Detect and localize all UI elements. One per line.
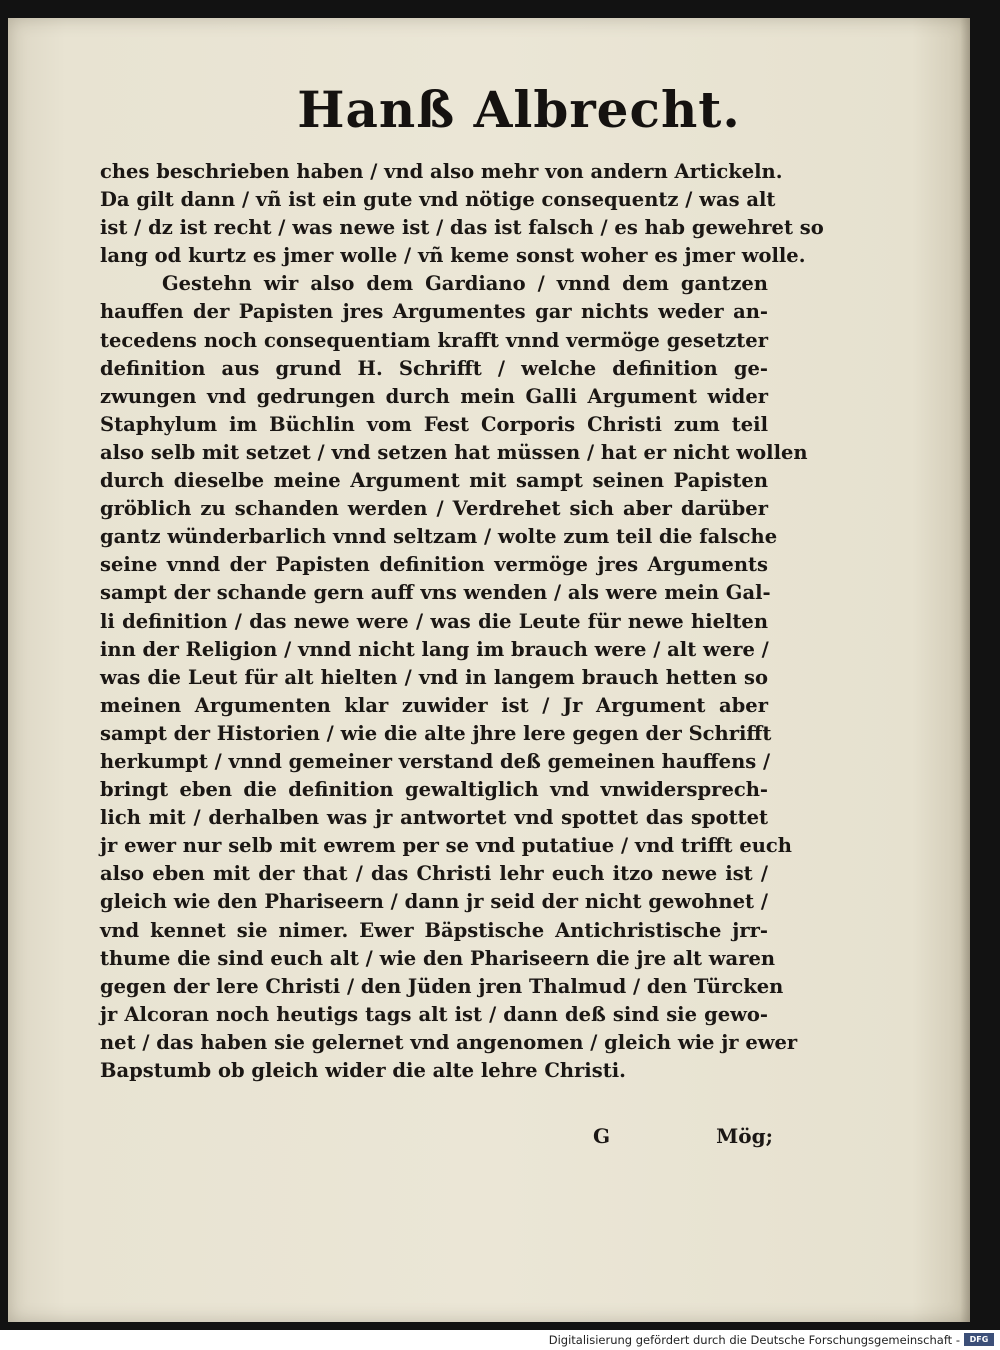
text-line: hauffen der Papisten jres Argumentes gar nichts weder an- [100,300,768,324]
text-line: gegen der lere Christi / den Jüden jren Thalmud / den Türcken [100,974,784,998]
text-line: definition aus grund H. Schrifft / welche definition ge- [100,356,768,380]
text-line: bringt eben die definition gewaltiglich vnd vnwidersprech- [100,778,768,802]
text-line: jr ewer nur selb mit ewrem per se vnd putatiue / vnd trifft euch [100,834,792,858]
text-line: ist / dz ist recht / was newe ist / das ist falsch / es hab gewehret so [100,216,824,240]
text-line: inn der Religion / vnnd nicht lang im brauch were / alt were / [100,637,769,661]
text-line: Staphylum im Büchlin vom Fest Corporis Christi zum teil [100,412,768,436]
funding-credit: Digitalisierung gefördert durch die Deutsche Forschungsgemeinschaft - [548,1333,960,1347]
footer-bar [0,1330,1000,1350]
text-line: Da gilt dann / vñ ist ein gute vnd nötige consequentz / was alt [100,188,776,212]
text-line: gröblich zu schanden werden / Verdrehet sich aber darüber [100,497,768,521]
text-line: durch dieselbe meine Argument mit sampt seinen Papisten [100,469,768,493]
text-line: herkumpt / vnnd gemeiner verstand deß gemeinen hauffens / [100,749,771,773]
text-line: gleich wie den Phariseern / dann jr seid der nicht gewohnet / [100,890,768,914]
text-line: gantz wünderbarlich vnnd seltzam / wolte zum teil die falsche [100,525,778,549]
text-line: also selb mit setzet / vnd setzen hat müssen / hat er nicht wollen [100,440,808,464]
text-line: ches beschrieben haben / vnd also mehr von andern Artickeln. [100,160,783,183]
text-line: net / das haben sie gelernet vnd angenomen / gleich wie jr ewer [100,1030,798,1054]
dfg-logo: DFG [964,1333,994,1346]
text-line: jr Alcoran noch heutigs tags alt ist / dann deß sind sie gewo- [100,1002,768,1026]
text-line: was die Leut für alt hielten / vnd in langem brauch hetten so [100,665,768,689]
page-edge-shadow [960,18,970,1322]
text-line: meinen Argumenten klar zuwider ist / Jr Argument aber [100,693,768,717]
book-page [8,18,970,1322]
text-line: lich mit / derhalben was jr antwortet vnd spottet das spottet [100,806,768,830]
text-line: Gestehn wir also dem Gardiano / vnnd dem gantzen [162,272,768,296]
running-title: Hanß Albrecht. [297,80,741,139]
text-line: zwungen vnd gedrungen durch mein Galli Argument wider [100,384,768,408]
catchword-line [593,1124,773,1154]
text-line: sampt der Historien / wie die alte jhre lere gegen der Schrifft [100,721,772,745]
text-line: li definition / das newe were / was die Leute für newe hielten [100,609,768,633]
signature-mark: G [593,1124,611,1148]
text-line: sampt der schande gern auff vns wenden / als were mein Gal- [100,581,771,605]
catchword: Mög; [716,1124,773,1148]
text-line: also eben mit der that / das Christi lehr euch itzo newe ist / [100,862,768,886]
text-line: Bapstumb ob gleich wider die alte lehre Christi. [100,1059,626,1082]
text-line: tecedens noch consequentiam krafft vnnd vermöge gesetzter [100,328,768,352]
text-line: vnd kennet sie nimer. Ewer Bäpstische Antichristische jrr- [100,918,768,942]
body-text [100,158,824,1085]
text-line: lang od kurtz es jmer wolle / vñ keme sonst woher es jmer wolle. [100,244,806,268]
text-line: thume die sind euch alt / wie den Phariseern die jre alt waren [100,946,776,970]
text-line: seine vnnd der Papisten definition vermöge jres Arguments [100,553,768,577]
